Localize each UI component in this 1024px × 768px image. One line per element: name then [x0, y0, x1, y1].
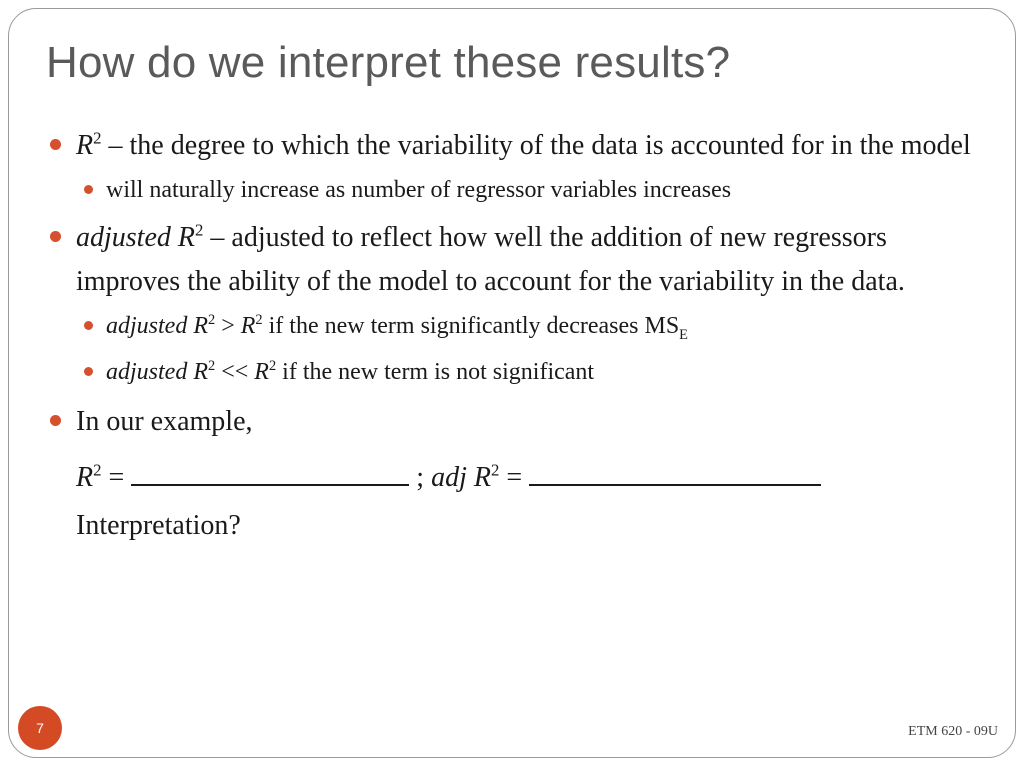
- rhs-symbol: R: [240, 313, 256, 339]
- mse-subscript: E: [679, 326, 688, 343]
- page-number-badge: 7: [18, 706, 62, 750]
- bullet-dot-icon: [84, 367, 93, 376]
- operator: >: [215, 313, 241, 339]
- sub-bullet-text: if the new term is not significant: [276, 359, 595, 385]
- operator: <<: [215, 359, 255, 385]
- slide-title: How do we interpret these results?: [46, 38, 731, 87]
- adjusted-r-superscript: 2: [195, 220, 204, 240]
- bullet-adjusted-r-squared: [50, 216, 980, 304]
- r-symbol: R: [76, 130, 94, 161]
- equals-sign: =: [101, 462, 132, 493]
- sub-bullet-significant: [82, 310, 980, 342]
- bullet-text: – the degree to which the variability of the data is accounted for in the model: [101, 130, 971, 161]
- rhs-symbol: R: [254, 359, 269, 385]
- example-equation-line: [50, 456, 980, 500]
- interpretation-line: Interpretation?: [76, 510, 241, 541]
- bullet-example: [50, 400, 980, 444]
- bullet-dot-icon: [84, 321, 93, 330]
- sub-bullet-not-significant: [82, 356, 980, 388]
- bullet-dot-icon: [84, 185, 93, 194]
- lhs-symbol: adjusted R: [106, 359, 208, 385]
- bullet-text: In our example,: [76, 406, 253, 437]
- rhs-superscript: 2: [255, 312, 263, 328]
- lhs-superscript: 2: [208, 312, 216, 328]
- sub-bullet-text: will naturally increase as number of regressor variables increases: [106, 177, 732, 203]
- rhs-superscript: 2: [268, 358, 277, 374]
- bullet-dot-icon: [50, 139, 61, 150]
- bullet-text: – adjusted to reflect how well the addition of new regressors improves the ability of the model to account for the variability in the data.: [76, 222, 905, 297]
- separator: ;: [409, 462, 432, 493]
- bullet-dot-icon: [50, 415, 61, 426]
- sub-bullet-text: if the new term significantly decreases MS: [262, 313, 680, 339]
- lhs-symbol: adjusted R: [106, 313, 208, 339]
- bullet-dot-icon: [50, 231, 61, 242]
- adjusted-r-symbol: adjusted R: [76, 222, 195, 253]
- r2-symbol: R: [76, 462, 94, 493]
- footer-text: ETM 620 - 09U: [908, 724, 998, 739]
- adj-r2-superscript: 2: [490, 460, 500, 480]
- bullet-r-squared: [50, 124, 980, 168]
- r2-answer-blank[interactable]: [131, 458, 409, 486]
- adj-r2-symbol: adj R: [431, 462, 491, 493]
- r2-superscript: 2: [93, 460, 102, 480]
- equals-sign: =: [499, 462, 530, 493]
- lhs-superscript: 2: [208, 358, 216, 374]
- slide-content: [50, 124, 980, 548]
- sub-bullet-increase: [82, 174, 980, 206]
- r-superscript: 2: [93, 128, 102, 148]
- adj-r2-answer-blank[interactable]: [529, 458, 821, 486]
